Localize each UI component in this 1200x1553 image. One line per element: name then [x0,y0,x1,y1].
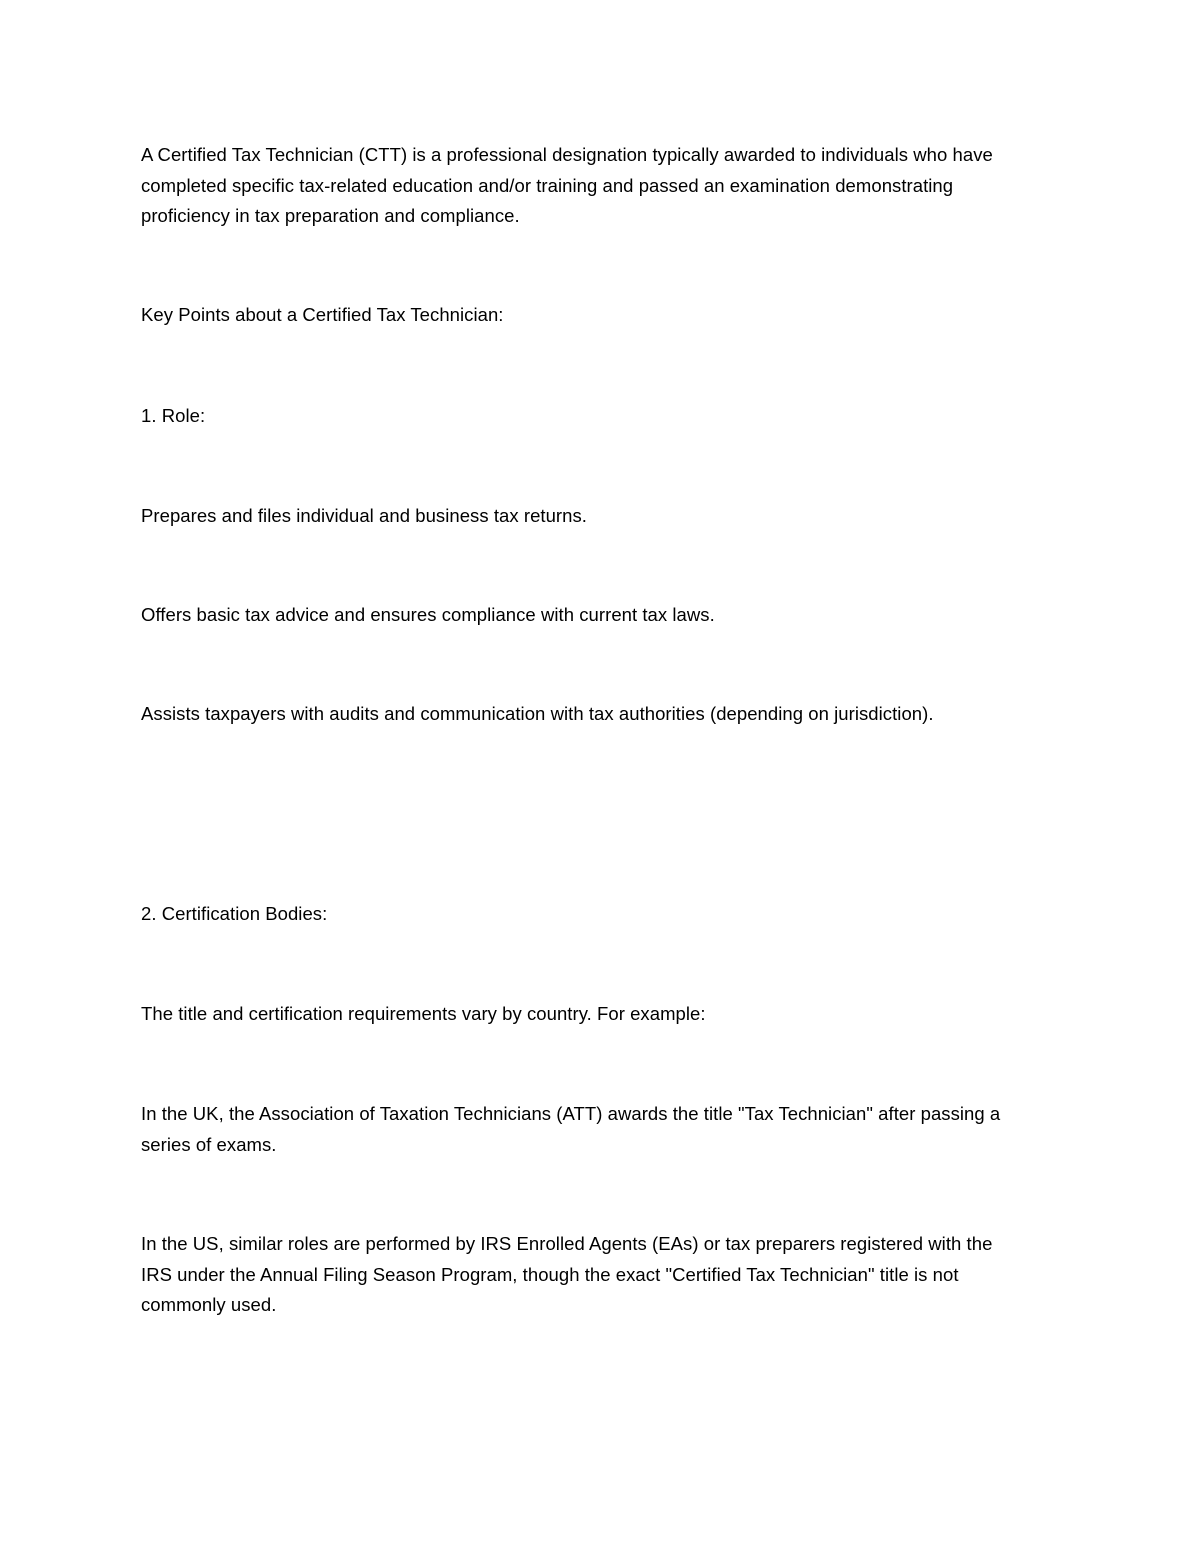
intro-line-1: A Certified Tax Technician (CTT) is a professional designation typically awarded to individuals who have [141,144,993,165]
section-1-heading [141,401,1071,432]
us-line-3: commonly used. [141,1294,277,1315]
intro-line-3: proficiency in tax preparation and compliance. [141,205,520,226]
role-item-3 [141,699,1071,730]
us-line-1: In the US, similar roles are performed by IRS Enrolled Agents (EAs) or tax preparers registered with the [141,1233,993,1254]
role-item-2 [141,600,1071,631]
us-line-2: IRS under the Annual Filing Season Program, though the exact "Certified Tax Technician" title is not [141,1263,959,1285]
section-2-heading-text: 2. Certification Bodies: [141,903,328,924]
role-item-3-text: Assists taxpayers with audits and communication with tax authorities (depending on jurisdiction). [141,703,934,724]
intro-line-2: completed specific tax-related education and/or training and passed an examination demonstrating [141,174,954,196]
us-paragraph [141,1229,1071,1321]
uk-paragraph [141,1099,1071,1160]
uk-line-2: series of exams. [141,1133,277,1155]
section-2-heading [141,899,1071,930]
section-1-heading-text: 1. Role: [141,405,206,426]
section-2-intro-text: The title and certification requirements vary by country. For example: [141,1003,706,1024]
role-item-1 [141,501,1071,532]
uk-line-1: In the UK, the Association of Taxation Technicians (ATT) awards the title "Tax Technician" after passing a [141,1103,1001,1124]
role-item-1-text: Prepares and files individual and business tax returns. [141,505,587,526]
section-2-intro [141,999,1071,1030]
intro-paragraph [141,140,1071,232]
role-item-2-text: Offers basic tax advice and ensures compliance with current tax laws. [141,604,715,625]
key-points-heading-text: Key Points about a Certified Tax Technician: [141,304,504,325]
key-points-heading [141,300,1071,331]
